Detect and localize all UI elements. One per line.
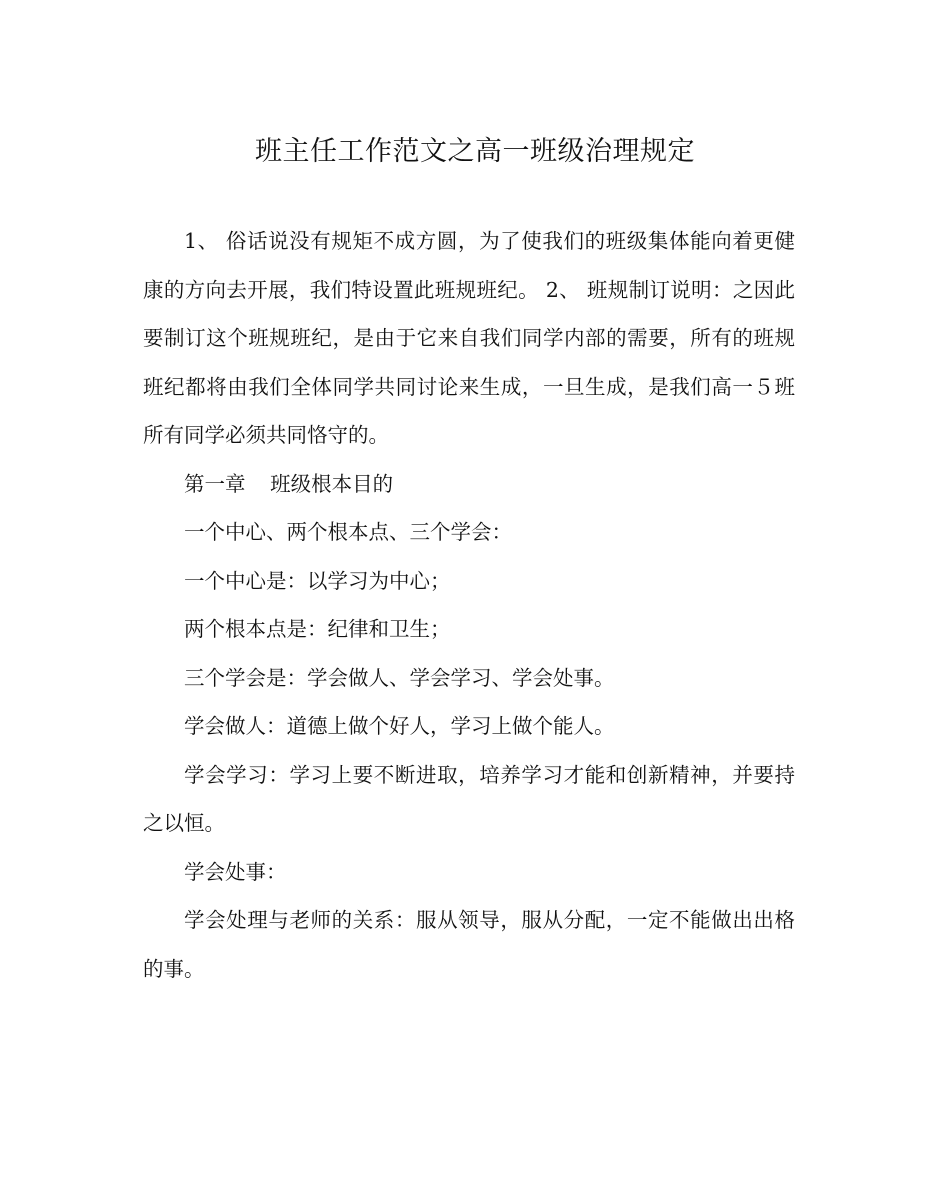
paragraph-intro: 1、 俗话说没有规矩不成方圆，为了使我们的班级集体能向着更健康的方向去开展，我们特设置此班规班纪。 2、 班规制订说明：之因此要制订这个班规班纪，是由于它来自我们同学内部的需要，所有的班规班纪都将由我们全体同学共同讨论来生成，一旦生成，是我们高一５班所有同学必须共同恪守的。	[143, 229, 795, 447]
paragraph-teacher-relation: 学会处理与老师的关系：服从领导，服从分配，一定不能做出出格的事。	[143, 908, 795, 981]
document-title: 班主任工作范文之高一班级治理规定	[255, 136, 695, 167]
paragraph-one-center: 一个中心是：以学习为中心；	[184, 568, 451, 593]
chapter-number: 第一章	[184, 471, 246, 496]
paragraph-learn-affairs: 学会处事：	[184, 859, 287, 884]
paragraph-learn-study: 学会学习：学习上要不断进取，培养学习才能和创新精神，并要持之以恒。	[143, 762, 795, 835]
paragraph-three-learn: 三个学会是：学会做人、学会学习、学会处事。	[184, 665, 615, 690]
paragraph-overview: 一个中心、两个根本点、三个学会：	[184, 520, 512, 544]
chapter-heading	[143, 460, 795, 509]
document-body	[143, 217, 795, 993]
paragraph-learn-conduct: 学会做人：道德上做个好人，学习上做个能人。	[184, 714, 615, 738]
chapter-title: 班级根本目的	[270, 471, 394, 496]
paragraph-two-points: 两个根本点是：纪律和卫生；	[184, 617, 451, 641]
